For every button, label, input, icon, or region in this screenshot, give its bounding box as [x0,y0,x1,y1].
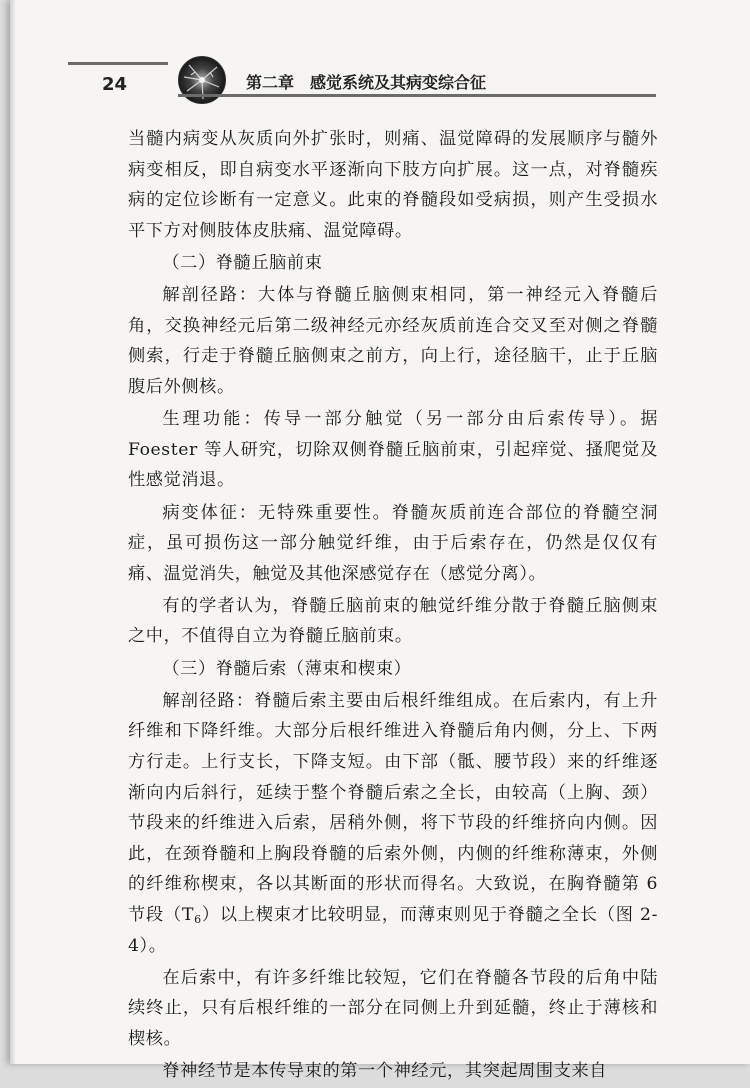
paragraph-spinal-ganglion: 脊神经节是本传导束的第一个神经元，其突起周围支来自 [162,1061,608,1082]
paragraph-scholars-view: 有的学者认为，脊髓丘脑前束的触觉纤维分散于脊髓丘脑侧束之中，不值得自立为脊髓丘脑前束。 [128,595,658,647]
paragraph-continuation: 当髓内病变从灰质向外扩张时，则痛、温觉障碍的发展顺序与髓外病变相反，即自病变水平逐渐向下肢方向扩展。这一点，对脊髓疾病的定位诊断有一定意义。此束的脊髓段如受病损，则产生受损水平下方对侧肢体皮肤痛、温觉障碍。 [128,129,658,241]
section-heading-anterior-spinothalamic: （二）脊髓丘脑前束 [162,252,323,273]
paragraph-posterior-anatomy-part2: ）以上楔束才比较明显，而薄束则见于脊髓之全长（图 2-4）。 [128,905,658,956]
paragraph-anatomy-path: 解剖径路：大体与脊髓丘脑侧束相同，第一神经元入脊髓后角，交换神经元后第二级神经元亦经灰质前连合交叉至对侧之脊髓侧索，行走于脊髓丘脑侧束之前方，向上行，途径脑干，止于丘脑腹后外侧核。 [128,285,658,397]
paragraph-short-fibers: 在后索中，有许多纤维比较短，它们在脊髓各节段的后角中陆续终止，只有后根纤维的一部分在同侧上升到延髓，终止于薄核和楔核。 [128,967,658,1049]
paragraph-posterior-anatomy-part1: 解剖径路：脊髓后索主要由后根纤维组成。在后索内，有上升纤维和下降纤维。大部分后根纤维进入脊髓后角内侧，分上、下两方行走。上行支长，下降支短。由下部（骶、腰节段）来的纤维逐渐向内后斜行，延续于整个脊髓后索之全长，由较高（上胸、颈）节段来的纤维进入后索，居稍外侧，将下节段的纤维挤向内侧。因此，在颈脊髓和上胸段脊髓的后索外侧，内侧的纤维称薄束，外侧的纤维称楔束，各以其断面的形状而得名。大致说，在胸脊髓第 6 节段（T [128,690,658,925]
chapter-title: 第二章 感觉系统及其病变综合征 [246,73,487,92]
header-rule [178,94,656,97]
header-rule-short [68,62,168,65]
paragraph-physiology: 生理功能：传导一部分触觉（另一部分由后索传导）。据Foester 等人研究，切除双侧脊髓丘脑前束，引起痒觉、搔爬觉及性感觉消退。 [128,409,658,491]
body-text [128,124,658,1088]
paragraph-lesion-signs: 病变体征：无特殊重要性。脊髓灰质前连合部位的脊髓空洞症，虽可损伤这一部分触觉纤维，由于后索存在，仍然是仅仅有痛、温觉消失，触觉及其他深感觉存在（感觉分离）。 [128,502,658,584]
page-header [68,56,656,100]
section-heading-posterior-column: （三）脊髓后索（薄束和楔束） [162,658,412,679]
book-page [10,0,750,1082]
page-number: 24 [102,74,128,95]
segment-subscript: 6 [194,913,202,926]
paragraph-posterior-anatomy [128,686,658,961]
